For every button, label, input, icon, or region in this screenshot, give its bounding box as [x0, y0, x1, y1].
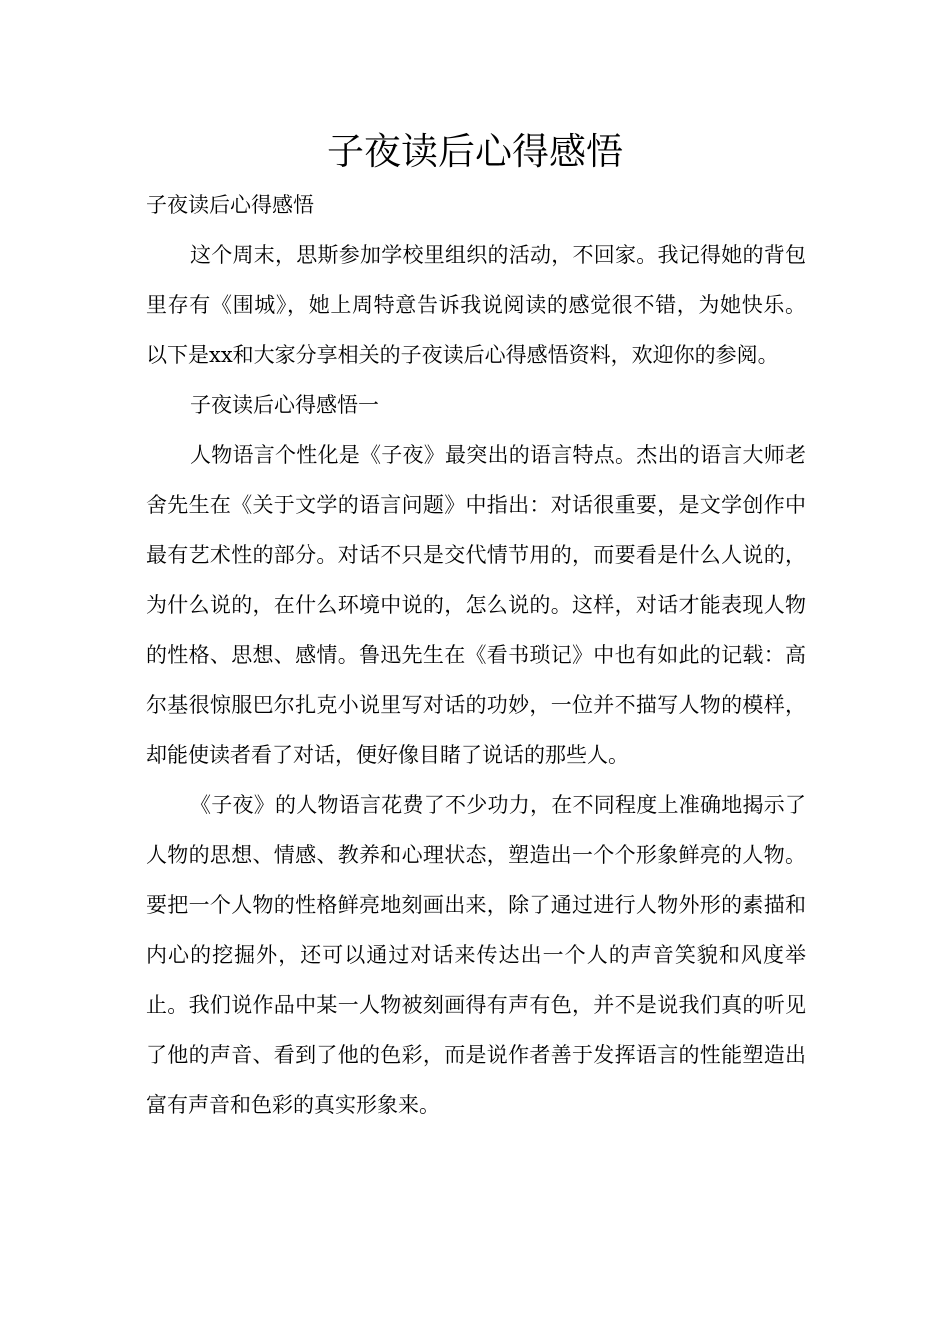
body-paragraph-1: 人物语言个性化是《子夜》最突出的语言特点。杰出的语言大师老舍先生在《关于文学的语言问题》中指出：对话很重要，是文学创作中最有艺术性的部分。对话不只是交代情节用的，而要看是什么人说的，为什么说的，在什么环境中说的，怎么说的。这样，对话才能表现人物的性格、思想、感情。鲁迅先生在《看书琐记》中也有如此的记载：高尔基很惊服巴尔扎克小说里写对话的功妙，一位并不描写人物的模样，却能使读者看了对话，便好像目睹了说话的那些人。: [146, 443, 806, 767]
section-heading: 子夜读后心得感悟一: [190, 393, 379, 417]
body-paragraph-2: 《子夜》的人物语言花费了不少功力，在不同程度上准确地揭示了人物的思想、情感、教养和心理状态，塑造出一个个形象鲜亮的人物。要把一个人物的性格鲜亮地刻画出来，除了通过进行人物外形的素描和内心的挖掘外，还可以通过对话来传达出一个人的声音笑貌和风度举止。我们说作品中某一人物被刻画得有声有色，并不是说我们真的听见了他的声音、看到了他的色彩，而是说作者善于发挥语言的性能塑造出富有声音和色彩的真实形象来。: [146, 793, 806, 1117]
document-subtitle: 子夜读后心得感悟: [146, 193, 314, 217]
document-body: [146, 180, 806, 1130]
intro-paragraph: 这个周末，思斯参加学校里组织的活动，不回家。我记得她的背包里存有《围城》，她上周特意告诉我说阅读的感觉很不错，为她快乐。以下是xx和大家分享相关的子夜读后心得感悟资料，欢迎你的参阅。: [146, 243, 806, 367]
document-title: 子夜读后心得感悟: [327, 130, 623, 173]
